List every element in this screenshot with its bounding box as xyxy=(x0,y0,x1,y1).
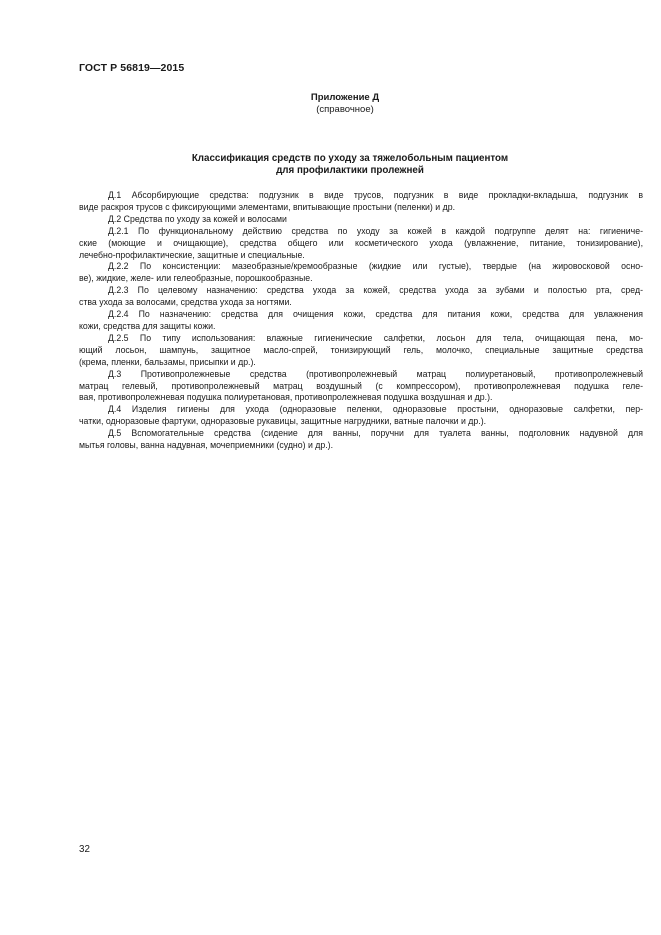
paragraph xyxy=(79,333,643,369)
paragraph-line: ющий лосьон, шампунь, защитное масло-спрей, тонизирующий гель, молочко, специальные защитные средства xyxy=(79,344,643,355)
appendix-label: Приложение Д xyxy=(310,92,380,103)
paragraph-line: чатки, одноразовые фартуки, одноразовые рукавицы, защитные нагрудники, ватные палочки и др.). xyxy=(79,416,487,427)
paragraph-line: Д.2.3 По целевому назначению: средства ухода за кожей, средства ухода за зубами и полостью рта, сред- xyxy=(108,285,643,296)
section-title-line-1: Классификация средств по уходу за тяжелобольным пациентом xyxy=(191,153,509,164)
paragraph-line: Д.4 Изделия гигиены для ухода (одноразовые пеленки, одноразовые простыни, одноразовые салфетки, пер- xyxy=(108,404,643,415)
document-header: ГОСТ Р 56819—2015 xyxy=(79,62,185,74)
paragraph-line: кожи, средства для защиты кожи. xyxy=(79,320,216,331)
paragraph-line: Д.2 Средства по уходу за кожей и волосами xyxy=(108,213,287,224)
paragraph-line: Д.2.5 По типу использования: влажные гигиенические салфетки, лосьон для тела, очищающая пена, мо- xyxy=(108,332,643,343)
document-body xyxy=(79,190,643,452)
appendix-heading xyxy=(250,92,440,116)
paragraph xyxy=(79,369,643,405)
paragraph xyxy=(79,190,643,214)
paragraph-line: Д.1 Абсорбирующие средства: подгузник в виде трусов, подгузник в виде прокладки-вкладыша, подгузник в xyxy=(108,190,643,200)
paragraph-line: Д.2.4 По назначению: средства для очищения кожи, средства для питания кожи, средства для увлажнения xyxy=(108,309,643,320)
paragraph-line: мытья головы, ванна надувная, мочеприемники (судно) и др.). xyxy=(79,440,334,451)
paragraph xyxy=(79,404,643,428)
paragraph-line: вая, противопролежневая подушка полиуретановая, противопролежневая подушка воздушная и др.). xyxy=(79,392,493,403)
paragraph-line: Д.2.2 По консистенции: мазеобразные/кремообразные (жидкие или густые), твердые (на жировосковой осно- xyxy=(108,261,643,272)
paragraph-line: ские (моющие и очищающие), средства общего или косметического ухода (увлажнение, питание, тонизирование), xyxy=(79,237,643,248)
appendix-kind: (справочное) xyxy=(316,104,374,115)
paragraph-line: матрац гелевый, противопролежневый матрац воздушный (с компрессором), противопролежневая подушка геле- xyxy=(79,380,643,391)
paragraph xyxy=(79,309,643,333)
paragraph xyxy=(79,226,643,262)
paragraph xyxy=(79,261,643,285)
section-title-line-2: для профилактики пролежней xyxy=(276,165,424,176)
paragraph xyxy=(79,214,643,226)
paragraph xyxy=(79,428,643,452)
paragraph xyxy=(79,285,643,309)
section-title xyxy=(100,153,600,177)
paragraph-line: Д.2.1 По функциональному действию средства по уходу за кожей в каждой подгруппе делят на: гигиениче- xyxy=(108,225,643,236)
paragraph-line: Д.3 Противопролежневые средства (противопролежневый матрац полиуретановый, противопролежневый xyxy=(108,368,643,379)
paragraph-line: лечебно-профилактические, защитные и специальные. xyxy=(79,249,305,260)
paragraph-line: ве), жидкие, желе- или гелеобразные, порошкообразные. xyxy=(79,273,313,284)
paragraph-line: ства ухода за волосами, средства ухода за ногтями. xyxy=(79,297,292,308)
paragraph-line: (крема, пленки, бальзамы, присыпки и др.). xyxy=(79,356,256,367)
paragraph-line: виде раскроя трусов с фиксирующими элементами, впитывающие простыни (пеленки) и др. xyxy=(79,201,455,212)
page-number: 32 xyxy=(79,844,90,855)
paragraph-line: Д.5 Вспомогательные средства (сидение для ванны, поручни для туалета ванны, подголовник надувной для xyxy=(108,428,643,439)
